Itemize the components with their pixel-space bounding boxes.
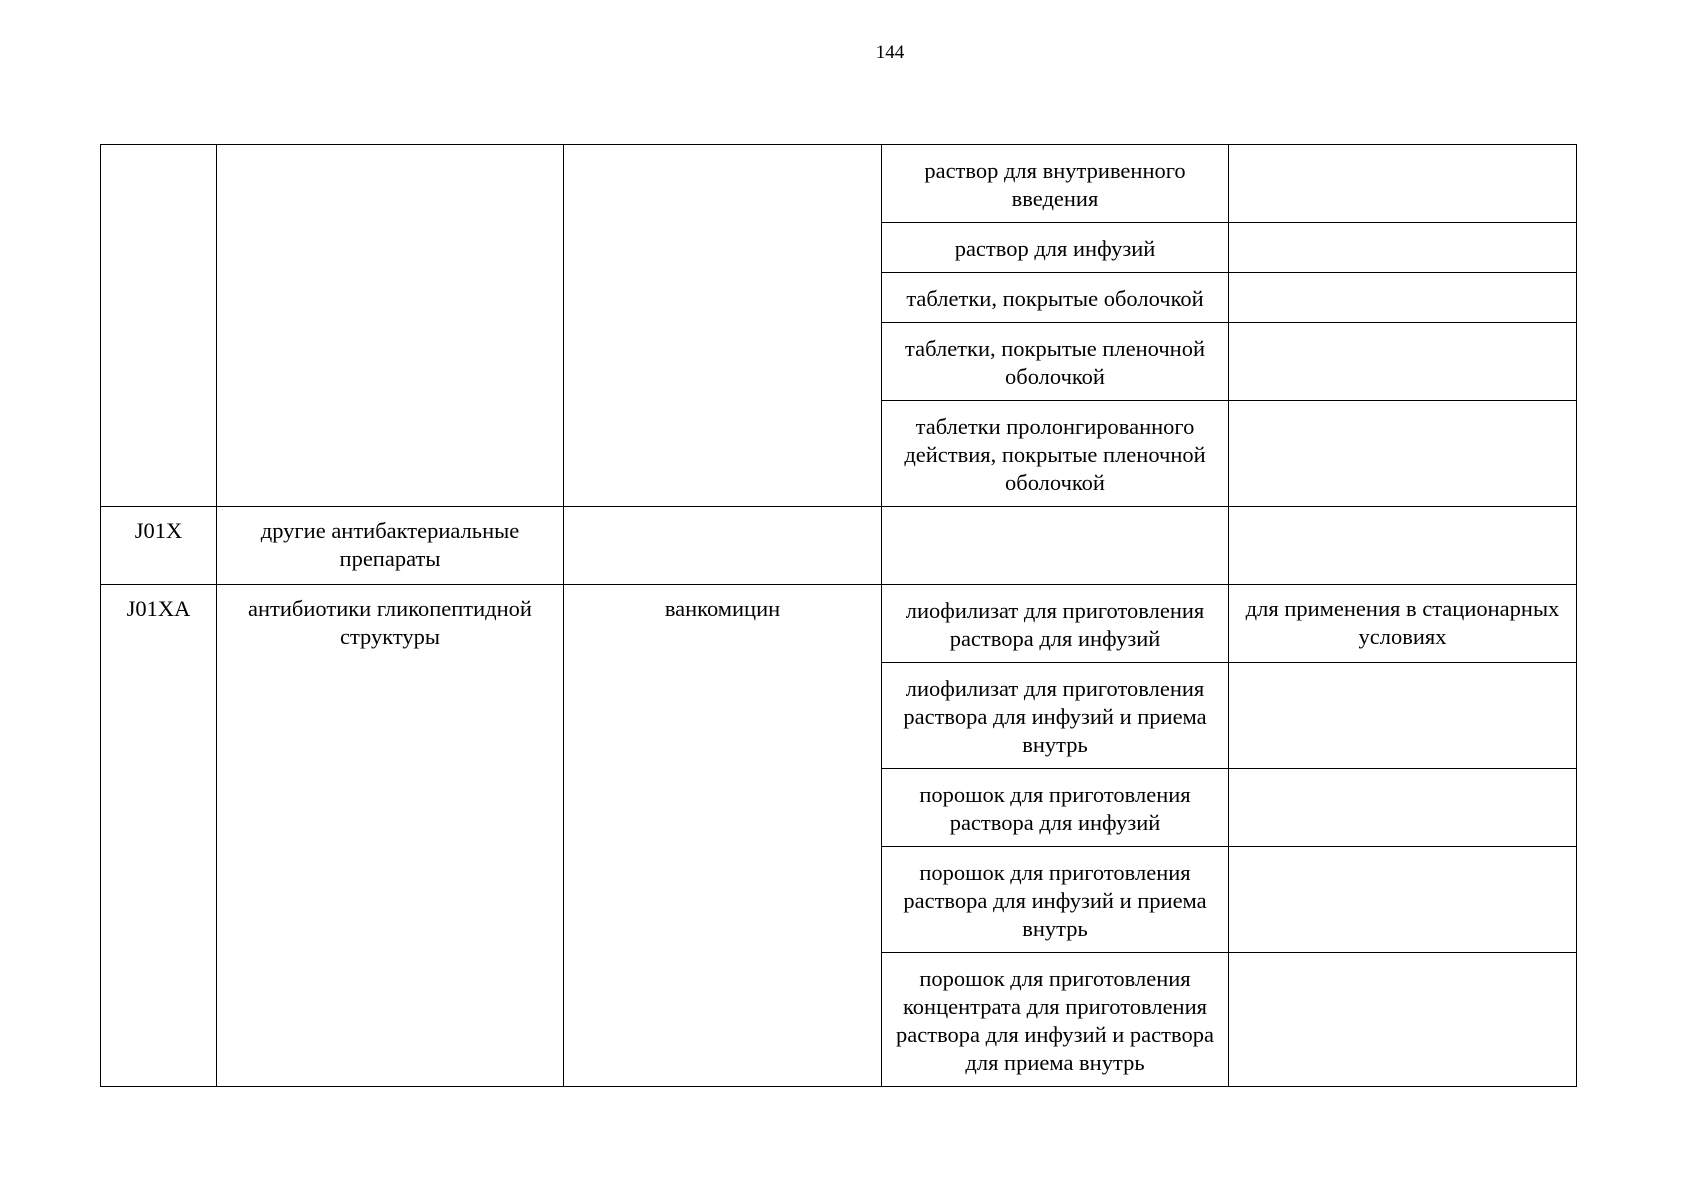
notes-cell: для применения в стационарных условиях <box>1229 585 1577 663</box>
group-cell <box>217 145 564 507</box>
form-cell: таблетки, покрытые пленочной оболочкой <box>882 323 1229 401</box>
code-cell: J01XA <box>101 585 217 1087</box>
form-cell: лиофилизат для приготовления раствора для инфузий <box>882 585 1229 663</box>
form-cell: порошок для приготовления раствора для инфузий и приема внутрь <box>882 847 1229 953</box>
notes-cell <box>1229 401 1577 507</box>
form-cell: порошок для приготовления концентрата для приготовления раствора для инфузий и раствора для приема внутрь <box>882 953 1229 1087</box>
notes-cell <box>1229 769 1577 847</box>
form-cell: таблетки, покрытые оболочкой <box>882 273 1229 323</box>
form-cell: таблетки пролонгированного действия, покрытые пленочной оболочкой <box>882 401 1229 507</box>
table-row <box>101 507 1577 585</box>
notes-cell <box>1229 323 1577 401</box>
notes-cell <box>1229 145 1577 223</box>
notes-cell <box>1229 847 1577 953</box>
group-cell: другие антибактериальные препараты <box>217 507 564 585</box>
form-cell: порошок для приготовления раствора для инфузий <box>882 769 1229 847</box>
table-row <box>101 145 1577 223</box>
medication-table <box>100 144 1577 1087</box>
notes-cell <box>1229 663 1577 769</box>
form-cell <box>882 507 1229 585</box>
code-cell <box>101 145 217 507</box>
group-cell: антибиотики гликопептидной структуры <box>217 585 564 1087</box>
drug-cell <box>564 507 882 585</box>
notes-cell <box>1229 953 1577 1087</box>
notes-cell <box>1229 507 1577 585</box>
notes-cell <box>1229 223 1577 273</box>
code-cell: J01X <box>101 507 217 585</box>
drug-cell: ванкомицин <box>564 585 882 1087</box>
form-cell: раствор для внутривенного введения <box>882 145 1229 223</box>
notes-cell <box>1229 273 1577 323</box>
drug-cell <box>564 145 882 507</box>
form-cell: раствор для инфузий <box>882 223 1229 273</box>
table-row <box>101 585 1577 663</box>
form-cell: лиофилизат для приготовления раствора для инфузий и приема внутрь <box>882 663 1229 769</box>
page-number: 144 <box>875 42 905 63</box>
